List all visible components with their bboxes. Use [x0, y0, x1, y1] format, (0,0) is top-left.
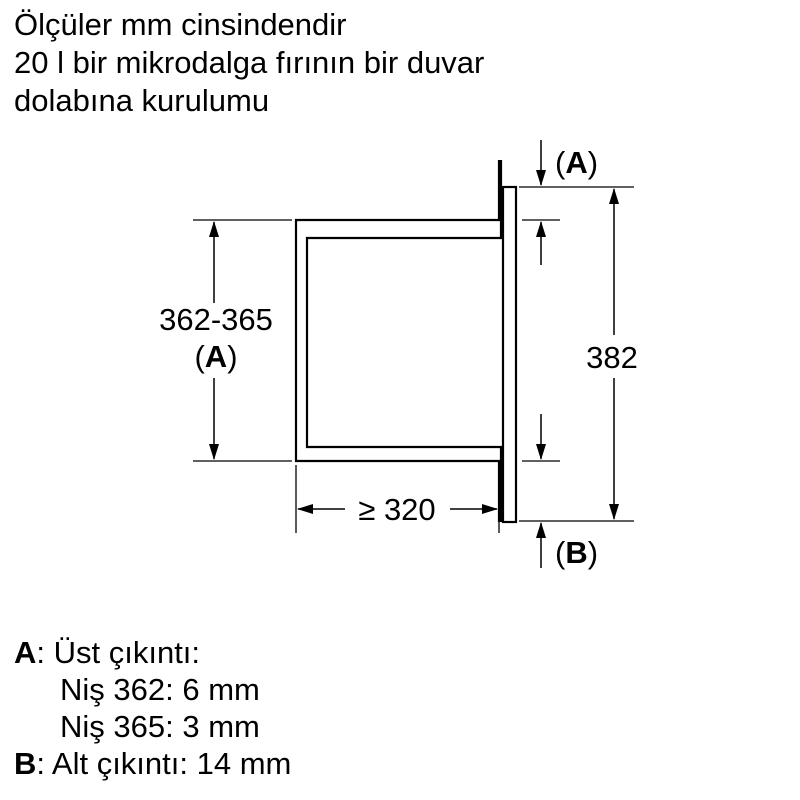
cabinet-outer-line: [296, 160, 499, 522]
cabinet-outline: [296, 160, 501, 522]
top-overhang-label: (A): [555, 145, 599, 180]
bottom-overhang-label: (B): [555, 535, 599, 570]
title-line-3: dolabına kurulumu: [14, 83, 270, 118]
legend-key-a: A: [14, 635, 37, 670]
legend: [14, 634, 291, 782]
niche-height-sub-label: (A): [194, 339, 238, 374]
legend-text-b: : Alt çıkıntı: 14 mm: [36, 746, 292, 781]
depth-label: ≥ 320: [358, 492, 436, 527]
microwave-front-panel: [503, 187, 516, 522]
legend-a-niche-362: Niş 362: 6 mm: [60, 672, 260, 707]
legend-text-a: : Üst çıkıntı:: [36, 635, 201, 670]
total-height-label: 382: [586, 340, 638, 375]
legend-key-b: B: [14, 746, 37, 781]
cabinet-inner-line: [307, 160, 501, 522]
title-line-2: 20 l bir mikrodalga fırının bir duvar: [14, 45, 485, 80]
legend-row-b: [14, 745, 291, 782]
legend-a-niche-365: Niş 365: 3 mm: [60, 709, 260, 744]
legend-row-a: [14, 634, 291, 671]
dimension-labels: [159, 145, 638, 570]
title-line-1: Ölçüler mm cinsindendir: [14, 7, 347, 42]
niche-height-label: 362-365: [159, 302, 273, 337]
